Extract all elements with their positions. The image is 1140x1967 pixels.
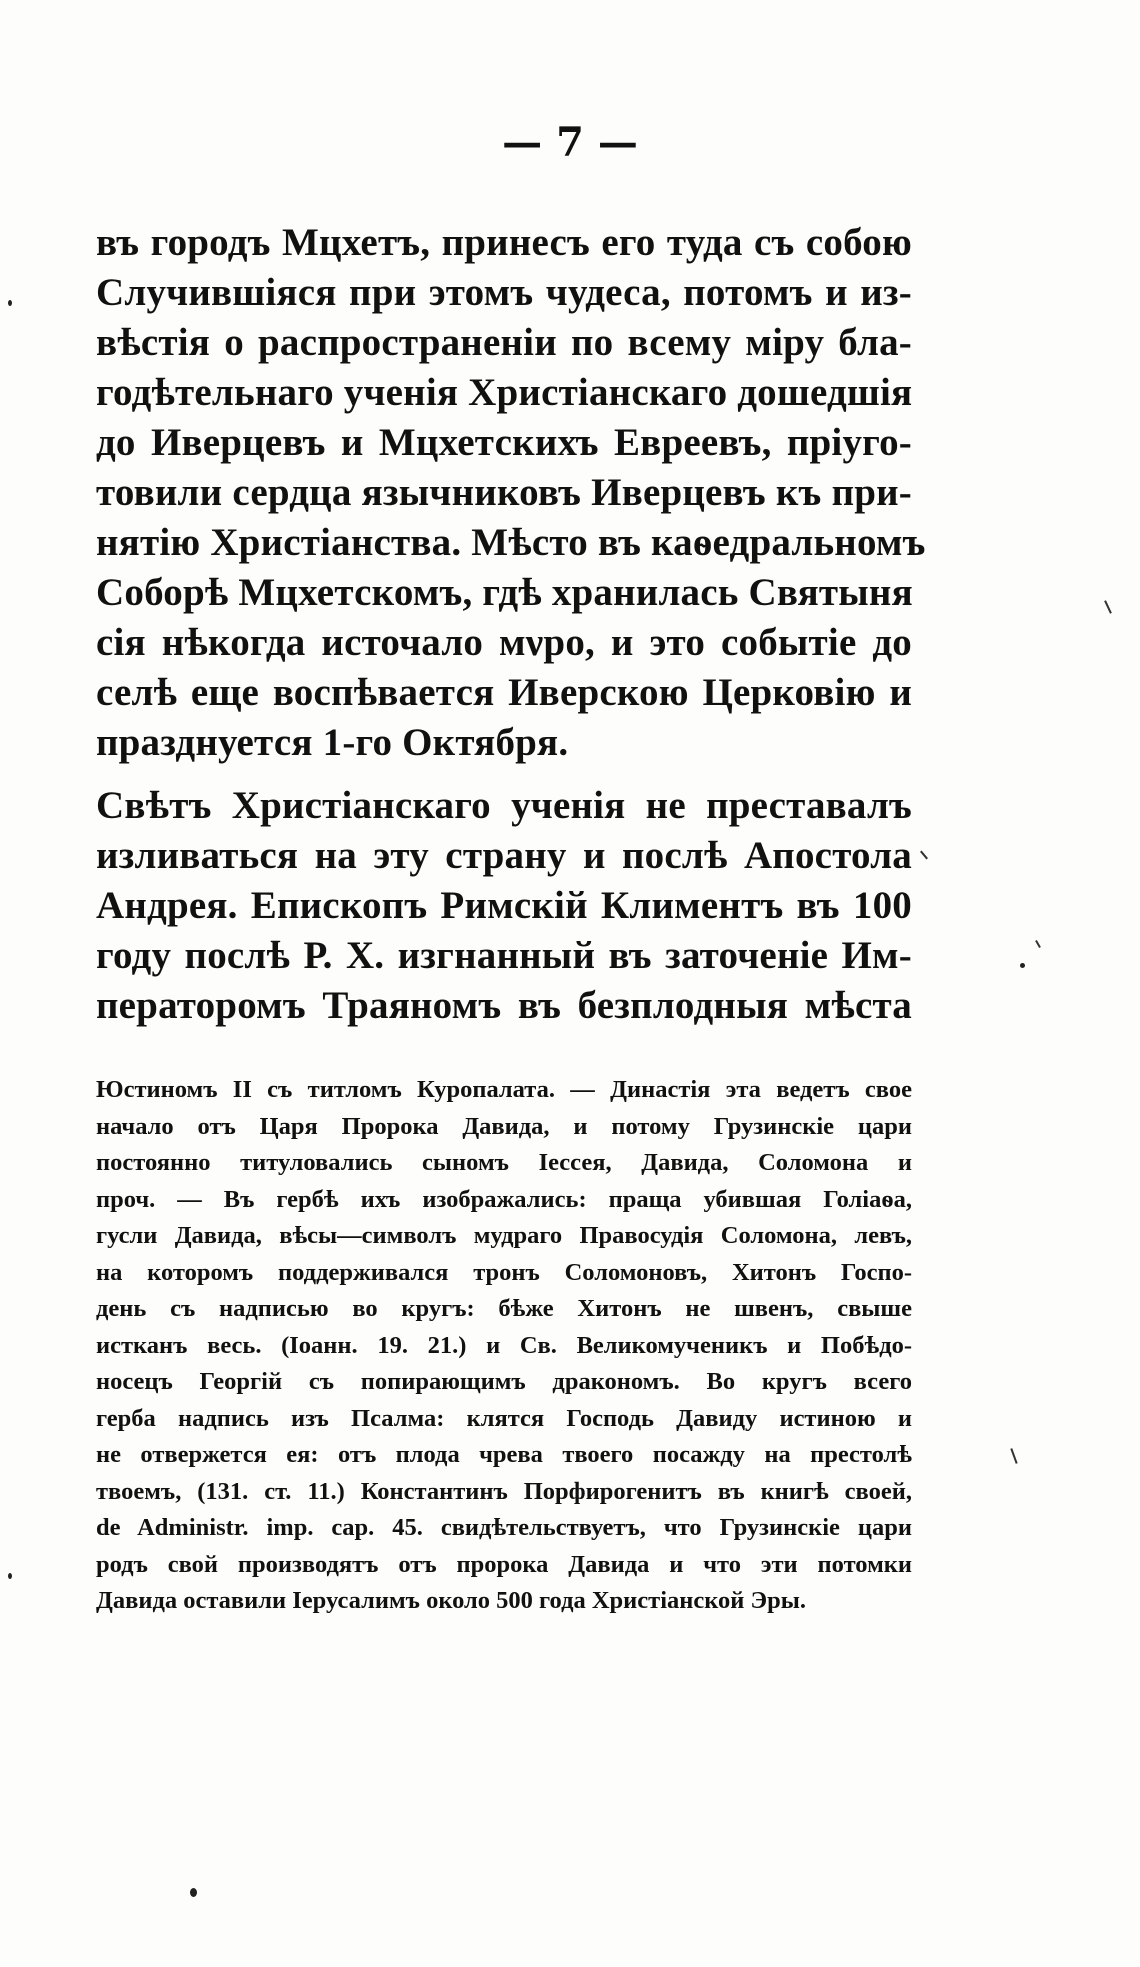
footnote-line: Давида оставили Іерусалимъ около 500 года Христіанской Эры. bbox=[96, 1587, 807, 1614]
scan-mark bbox=[1010, 1448, 1017, 1464]
scan-speck bbox=[1020, 963, 1025, 968]
footnote-line: проч. — Въ гербѣ ихъ изображались: праща убившая Голіаѳа, bbox=[96, 1185, 912, 1213]
footnote-line: не отвержется ея: отъ плода чрева твоего посажду на престолѣ bbox=[96, 1441, 912, 1468]
text-line: сія нѣкогда источало мνро, и это событіе до bbox=[96, 621, 912, 664]
scan-mark bbox=[920, 851, 928, 860]
footnote-line: твоемъ, (131. ст. 11.) Константинъ Порфирогенитъ въ книгѣ своей, bbox=[96, 1477, 912, 1505]
scan-speck bbox=[190, 1888, 197, 1897]
scan-mark bbox=[1035, 940, 1041, 948]
text-line: селѣ еще воспѣвается Иверскою Церковію и bbox=[96, 671, 912, 714]
text-line: Случившіяся при этомъ чудеса, потомъ и из- bbox=[96, 271, 912, 314]
footnote-line: день съ надписью во кругъ: бѣже Хитонъ не швенъ, свыше bbox=[96, 1295, 912, 1322]
scan-speck bbox=[8, 300, 12, 306]
footnote-body bbox=[96, 1072, 912, 1620]
text-line: Свѣтъ Христіанскаго ученія не преставалъ bbox=[96, 784, 912, 827]
text-line: изливаться на эту страну и послѣ Апостола bbox=[96, 834, 912, 877]
text-line: нятію Христіанства. Мѣсто въ каѳедральномъ bbox=[96, 521, 926, 564]
footnote-line: Юстиномъ II съ титломъ Куропалата. — Династія эта ведетъ свое bbox=[96, 1076, 912, 1103]
footnote-line: начало отъ Царя Пророка Давида, и потому Грузинскіе цари bbox=[96, 1112, 912, 1140]
text-line: Соборѣ Мцхетскомъ, гдѣ хранилась Святыня bbox=[96, 571, 913, 614]
text-line: до Иверцевъ и Мцхетскихъ Евреевъ, пріуго- bbox=[96, 421, 912, 464]
footnote-line: на которомъ поддерживался тронъ Соломоновъ, Хитонъ Госпо- bbox=[96, 1258, 912, 1286]
text-line: годѣтельнаго ученія Христіанскаго дошедшія bbox=[96, 371, 913, 414]
footnote-line: носецъ Георгій съ попирающимъ дракономъ. Во кругъ всего bbox=[96, 1368, 912, 1395]
scan-mark bbox=[1104, 600, 1112, 614]
main-text-body bbox=[96, 218, 926, 1031]
text-line: ператоромъ Траяномъ въ безплодныя мѣста bbox=[96, 984, 912, 1027]
footnote-line: родъ свой производятъ отъ пророка Давида и что эти потомки bbox=[96, 1550, 912, 1578]
text-line: вѣстія о распространеніи по всему міру бла- bbox=[96, 321, 912, 364]
footnote-line: истканъ весь. (Іоанн. 19. 21.) и Св. Великомученикъ и Побѣдо- bbox=[96, 1331, 912, 1359]
text-line: Андрея. Епископъ Римскій Климентъ въ 100 bbox=[96, 884, 912, 927]
page-number: — 7 — bbox=[502, 119, 638, 166]
scan-speck bbox=[8, 1573, 12, 1579]
text-line: въ городъ Мцхетъ, принесъ его туда съ собою bbox=[96, 221, 912, 264]
footnote-line: de Administr. imp. cap. 45. свидѣтельствуетъ, что Грузинскіе цари bbox=[96, 1514, 912, 1541]
text-line: товили сердца язычниковъ Иверцевъ къ при- bbox=[96, 471, 912, 514]
footnote-line: постоянно титуловались сыномъ Іессея, Давида, Соломона и bbox=[96, 1149, 912, 1176]
footnote-line: герба надпись изъ Псалма: клятся Господь Давиду истиною и bbox=[96, 1404, 912, 1432]
text-line: году послѣ Р. Х. изгнанный въ заточеніе Им- bbox=[96, 934, 912, 977]
footnote-line: гусли Давида, вѣсы—символъ мудраго Правосудія Соломона, левъ, bbox=[96, 1222, 912, 1249]
text-line: празднуется 1-го Октября. bbox=[96, 721, 569, 764]
